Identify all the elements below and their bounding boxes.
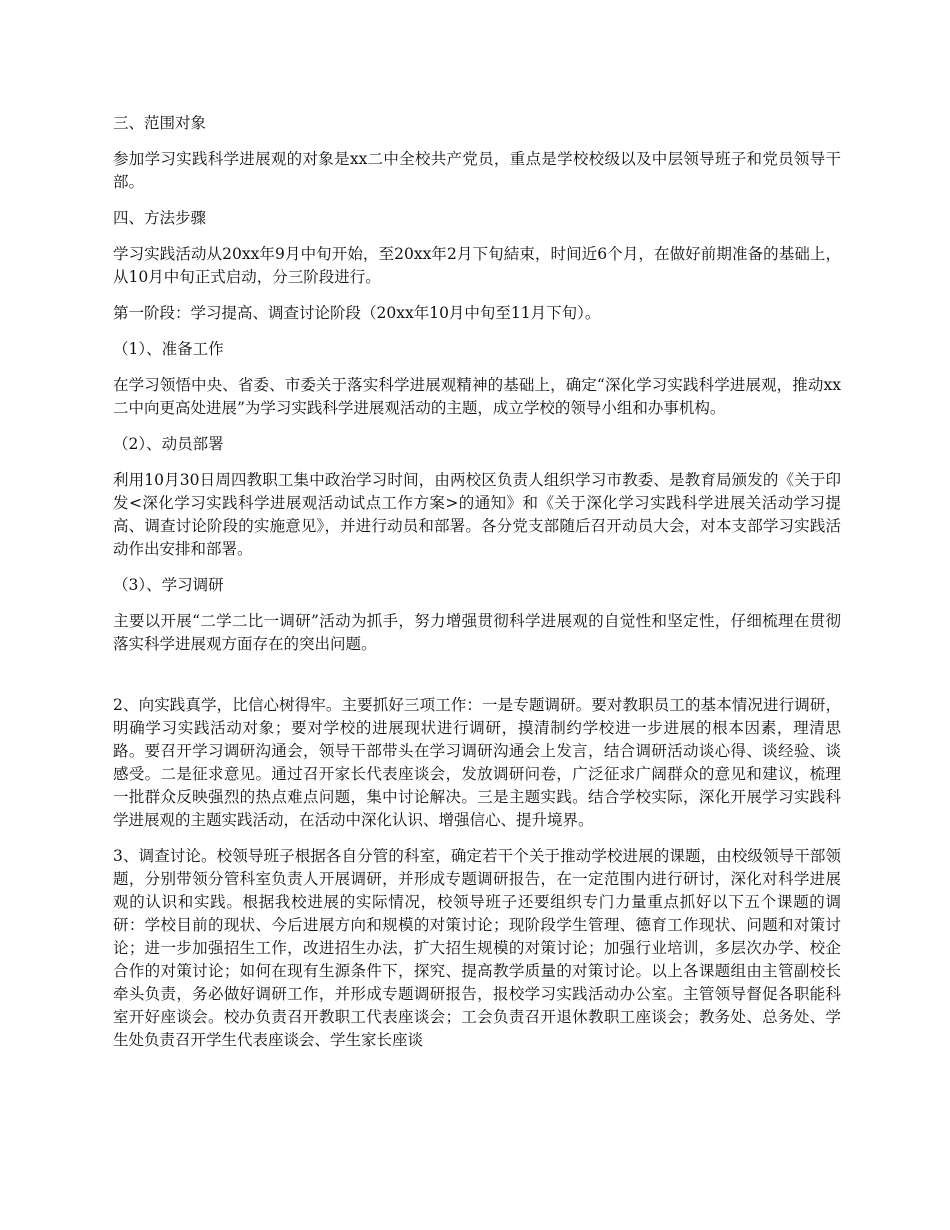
subheading-preparation: （1）、准备工作	[113, 340, 224, 358]
paragraph-investigation: 3、调查讨论。校领导班子根据各自分管的科室，确定若干个关于推动学校进展的课题，由校级领导干部领题，分别带领分管科室负责人开展调研，并形成专题调研报告，在一定范围内进行研讨，深化对科学进展观的认识和实践。根据我校进展的实际情况，校领导班子还要组织专门力量重点抓好以下五个课题的调研：学校目前的现状、今后进展方向和规模的对策讨论；现阶段学生管理、德育工作现状、问题和对策讨论；进一步加强招生工作，改进招生办法，扩大招生规模的对策讨论；加强行业培训，多层次办学、校企合作的对策讨论；如何在现有生源条件下，探究、提高教学质量的对策讨论。以上各课题组由主管副校长牵头负责，务必做好调研工作，并形成专题调研报告，报校学习实践活动办公室。主管领导督促各职能科室开好座谈会。校办负责召开教职工代表座谈会；工会负责召开退休教职工座谈会；教务处、总务处、学生处负责召开学生代表座谈会、学生家长座谈	[113, 847, 841, 1049]
section-heading-scope: 三、范围对象	[113, 114, 207, 132]
paragraph-mobilization: 利用10月30日周四教职工集中政治学习时间，由两校区负责人组织学习市教委、是教育局颁发的《关于印发<深化学习实践科学进展观活动试点工作方案>的通知》和《关于深化学习实践科学进展关活动学习提高、调查讨论阶段的实施意见》，并进行动员和部署。各分党支部随后召开动员大会，对本支部学习实践活动作出安排和部署。	[113, 471, 841, 558]
section-heading-methods: 四、方法步骤	[113, 209, 207, 227]
paragraph-scope-body: 参加学习实践科学进展观的对象是xx二中全校共产党员，重点是学校校级以及中层领导班子和党员领导干部。	[113, 150, 841, 191]
document-page	[113, 112, 841, 1065]
subheading-research: （3）、学习调研	[113, 576, 224, 594]
paragraph-practice: 2、向实践真学，比信心树得牢。主要抓好三项工作：一是专题调研。要对教职员工的基本情况进行调研，明确学习实践活动对象；要对学校的进展现状进行调研，摸清制约学校进一步进展的根本因素，理清思路。要召开学习调研沟通会，领导干部带头在学习调研沟通会上发言，结合调研活动谈心得、谈经验、谈感受。二是征求意见。通过召开家长代表座谈会，发放调研问卷，广泛征求广阔群众的意见和建议，梳理一批群众反映强烈的热点难点问题，集中讨论解决。三是主题实践。结合学校实际，深化开展学习实践科学进展观的主题实践活动，在活动中深化认识、增强信心、提升境界。	[113, 696, 841, 829]
paragraph-preparation: 在学习领悟中央、省委、市委关于落实科学进展观精神的基础上，确定“深化学习实践科学进展观，推动xx二中向更高处进展”为学习实践科学进展观活动的主题，成立学校的领导小组和办事机构。	[113, 376, 841, 417]
paragraph-spacer	[113, 669, 841, 694]
paragraph-phase-one: 第一阶段：学习提高、调查讨论阶段（20xx年10月中旬至11月下旬）。	[113, 304, 601, 322]
paragraph-research: 主要以开展“二学二比一调研”活动为抓手，努力增强贯彻科学进展观的自觉性和坚定性，仔细梳理在贯彻落实科学进展观方面存在的突出问题。	[113, 612, 841, 653]
subheading-mobilization: （2）、动员部署	[113, 435, 224, 453]
paragraph-schedule: 学习实践活动从20xx年9月中旬开始，至20xx年2月下旬結束，时间近6个月，在做好前期准备的基础上，从10月中旬正式启动，分三阶段进行。	[113, 245, 841, 286]
